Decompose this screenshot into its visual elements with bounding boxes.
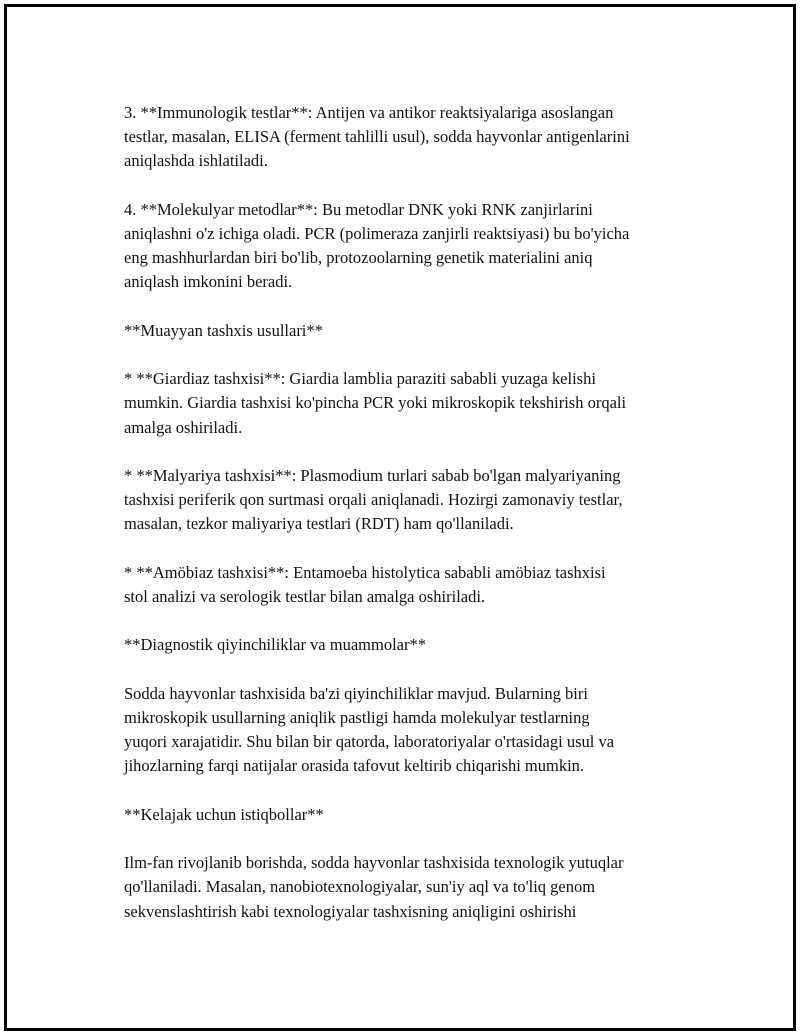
heading-diagnostik-qiyinchiliklar: **Diagnostik qiyinchiliklar va muammolar**	[124, 635, 426, 655]
heading-kelajak-istiqbollar: **Kelajak uchun istiqbollar**	[124, 804, 324, 824]
page-text-body	[124, 101, 699, 948]
heading-muayyan-tashxis-usullari: **Muayyan tashxis usullari**	[124, 320, 323, 340]
paragraph-molekulyar-metodlar: 4. **Molekulyar metodlar**: Bu metodlar DNK yoki RNK zanjirlarini aniqlashni o'z ichiga oladi. PCR (polimeraza zanjirli reaktsiyasi) bu bo'yicha eng mashhurlardan biri bo'lib, protozoolarning genetik materialini aniq aniqlash imkonini beradi.	[124, 199, 630, 292]
bullet-giardiaz-tashxisi: * **Giardiaz tashxisi**: Giardia lamblia paraziti sababli yuzaga kelishi mumkin. Giardia tashxisi ko'pincha PCR yoki mikroskopik tekshirish orqali amalga oshiriladi.	[124, 369, 627, 437]
paragraph-kelajak: Ilm-fan rivojlanib borishda, sodda hayvonlar tashxisida texnologik yutuqlar qo'llaniladi. Masalan, nanobiotexnologiyalar, sun'iy aql va to'liq genom sekvenslashtirish kabi texnologiyalar tashxisning aniqligini oshirishi	[124, 853, 624, 921]
paragraph-qiyinchiliklar: Sodda hayvonlar tashxisida ba'zi qiyinchiliklar mavjud. Bularning biri mikroskopik usullarning aniqlik pastligi hamda molekulyar testlarning yuqori xarajatidir. Shu bilan bir qatorda, laboratoriyalar o'rtasidagi usul va jihozlarning farqi natijalar orasida tafovut keltirib chiqarishi mumkin.	[124, 683, 615, 776]
paragraph-immunologik-testlar: 3. **Immunologik testlar**: Antijen va antikor reaktsiyalariga asoslangan testlar, masalan, ELISA (ferment tahlilli usul), sodda hayvonlar antigenlarini aniqlashda ishlatiladi.	[124, 103, 630, 171]
bullet-malyariya-tashxisi: * **Malyariya tashxisi**: Plasmodium turlari sabab bo'lgan malyariyaning tashxisi periferik qon surtmasi orqali aniqlanadi. Hozirgi zamonaviy testlar, masalan, tezkor maliyariya testlari (RDT) ham qo'llaniladi.	[124, 465, 623, 534]
document-page	[4, 4, 796, 1031]
bullet-amobiaz-tashxisi: * **Amöbiaz tashxisi**: Entamoeba histolytica sababli amöbiaz tashxisi stol analizi va serologik testlar bilan amalga oshiriladi.	[124, 562, 606, 606]
